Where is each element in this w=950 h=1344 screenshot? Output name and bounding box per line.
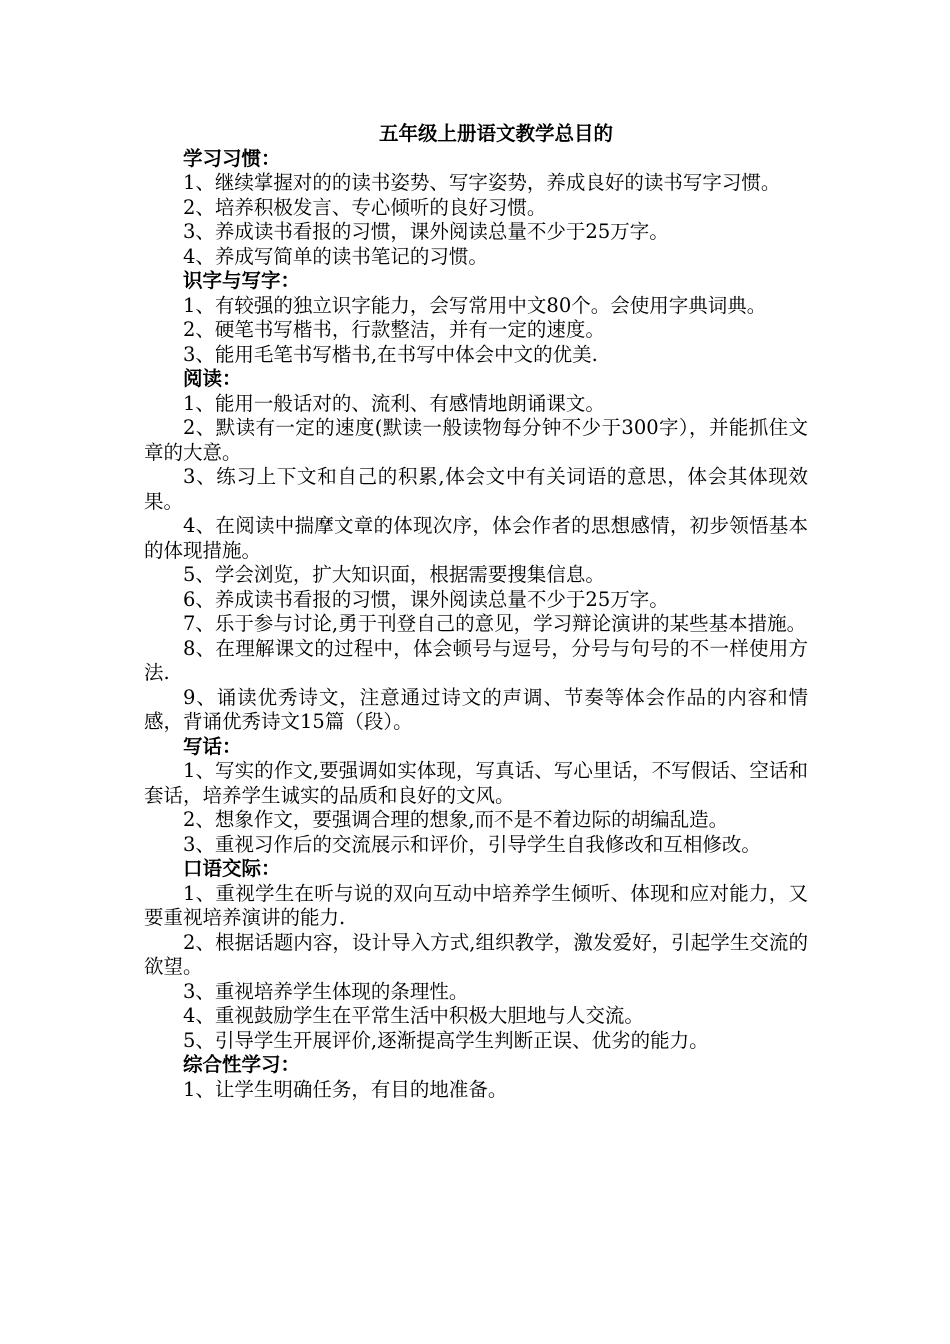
oral-item-2: 2、根据话题内容，设计导入方式,组织教学，激发爱好，引起学生交流的欲望。 (144, 930, 808, 978)
section-heading-oral-communication: 口语交际： (183, 857, 281, 880)
study-habits-item-2: 2、培养积极发言、专心倾听的良好习惯。 (183, 195, 547, 219)
reading-item-3: 3、练习上下文和自己的积累,体会文中有关词语的意思，体会其体现效果。 (144, 465, 808, 513)
oral-item-3: 3、重视培养学生体现的条理性。 (183, 979, 469, 1003)
reading-item-6: 6、养成读书看报的习惯，课外阅读总量不少于25万字。 (183, 587, 669, 611)
composition-item-1: 1、写实的作文,要强调如实体现，写真话、写心里话，不写假话、空话和套话，培养学生诚实的品质和良好的文风。 (144, 759, 808, 807)
reading-item-8: 8、在理解课文的过程中，体会顿号与逗号，分号与句号的不一样使用方法. (144, 636, 808, 684)
section-heading-study-habits: 学习习惯： (183, 146, 281, 170)
section-heading-composition: 写话： (183, 734, 242, 758)
section-heading-reading: 阅读： (183, 367, 242, 390)
oral-item-5: 5、引导学生开展评价,逐渐提高学生判断正误、优劣的能力。 (183, 1028, 709, 1052)
study-habits-item-1: 1、继续掌握对的的读书姿势、写字姿势，养成良好的读书写字习惯。 (183, 171, 781, 194)
oral-item-1: 1、重视学生在听与说的双向互动中培养学生倾听、体现和应对能力，又要重视培养演讲的能力. (144, 881, 808, 929)
study-habits-item-3: 3、养成读书看报的习惯，课外阅读总量不少于25万字。 (183, 220, 669, 243)
literacy-item-2: 2、硬笔书写楷书，行款整洁，并有一定的速度。 (183, 318, 605, 341)
reading-item-2: 2、默读有一定的速度(默读一般读物每分钟不少于300字），并能抓住文章的大意。 (144, 416, 808, 464)
section-heading-integrated-learning: 综合性学习： (183, 1053, 301, 1076)
oral-item-4: 4、重视鼓励学生在平常生活中积极大胆地与人交流。 (183, 1004, 644, 1027)
reading-item-7: 7、乐于参与讨论,勇于刊登自己的意见，学习辩论演讲的某些基本措施。 (183, 612, 807, 635)
literacy-item-1: 1、有较强的独立识字能力，会写常用中文80个。会使用字典词典。 (183, 293, 767, 317)
reading-item-1: 1、能用一般话对的、流利、有感情地朗诵课文。 (183, 391, 605, 415)
integrated-item-1: 1、让学生明确任务，有目的地准备。 (183, 1077, 508, 1101)
composition-item-2: 2、想象作文，要强调合理的想象,而不是不着边际的胡编乱造。 (183, 808, 729, 831)
document-title: 五年级上册语文教学总目的 (378, 122, 613, 145)
document-page (144, 122, 808, 1102)
study-habits-item-4: 4、养成写简单的读书笔记的习惯。 (183, 244, 488, 268)
reading-item-4: 4、在阅读中揣摩文章的体现次序，体会作者的思想感情，初步领悟基本的体现措施。 (144, 514, 808, 562)
reading-item-9: 9、诵读优秀诗文，注意通过诗文的声调、节奏等体会作品的内容和情感，背诵优秀诗文15篇（段）。 (144, 685, 808, 733)
section-heading-literacy-writing: 识字与写字： (183, 269, 301, 292)
composition-item-3: 3、重视习作后的交流展示和评价，引导学生自我修改和互相修改。 (183, 832, 761, 856)
reading-item-5: 5、学会浏览，扩大知识面，根据需要搜集信息。 (183, 563, 605, 586)
literacy-item-3: 3、能用毛笔书写楷书,在书写中体会中文的优美. (183, 342, 598, 366)
